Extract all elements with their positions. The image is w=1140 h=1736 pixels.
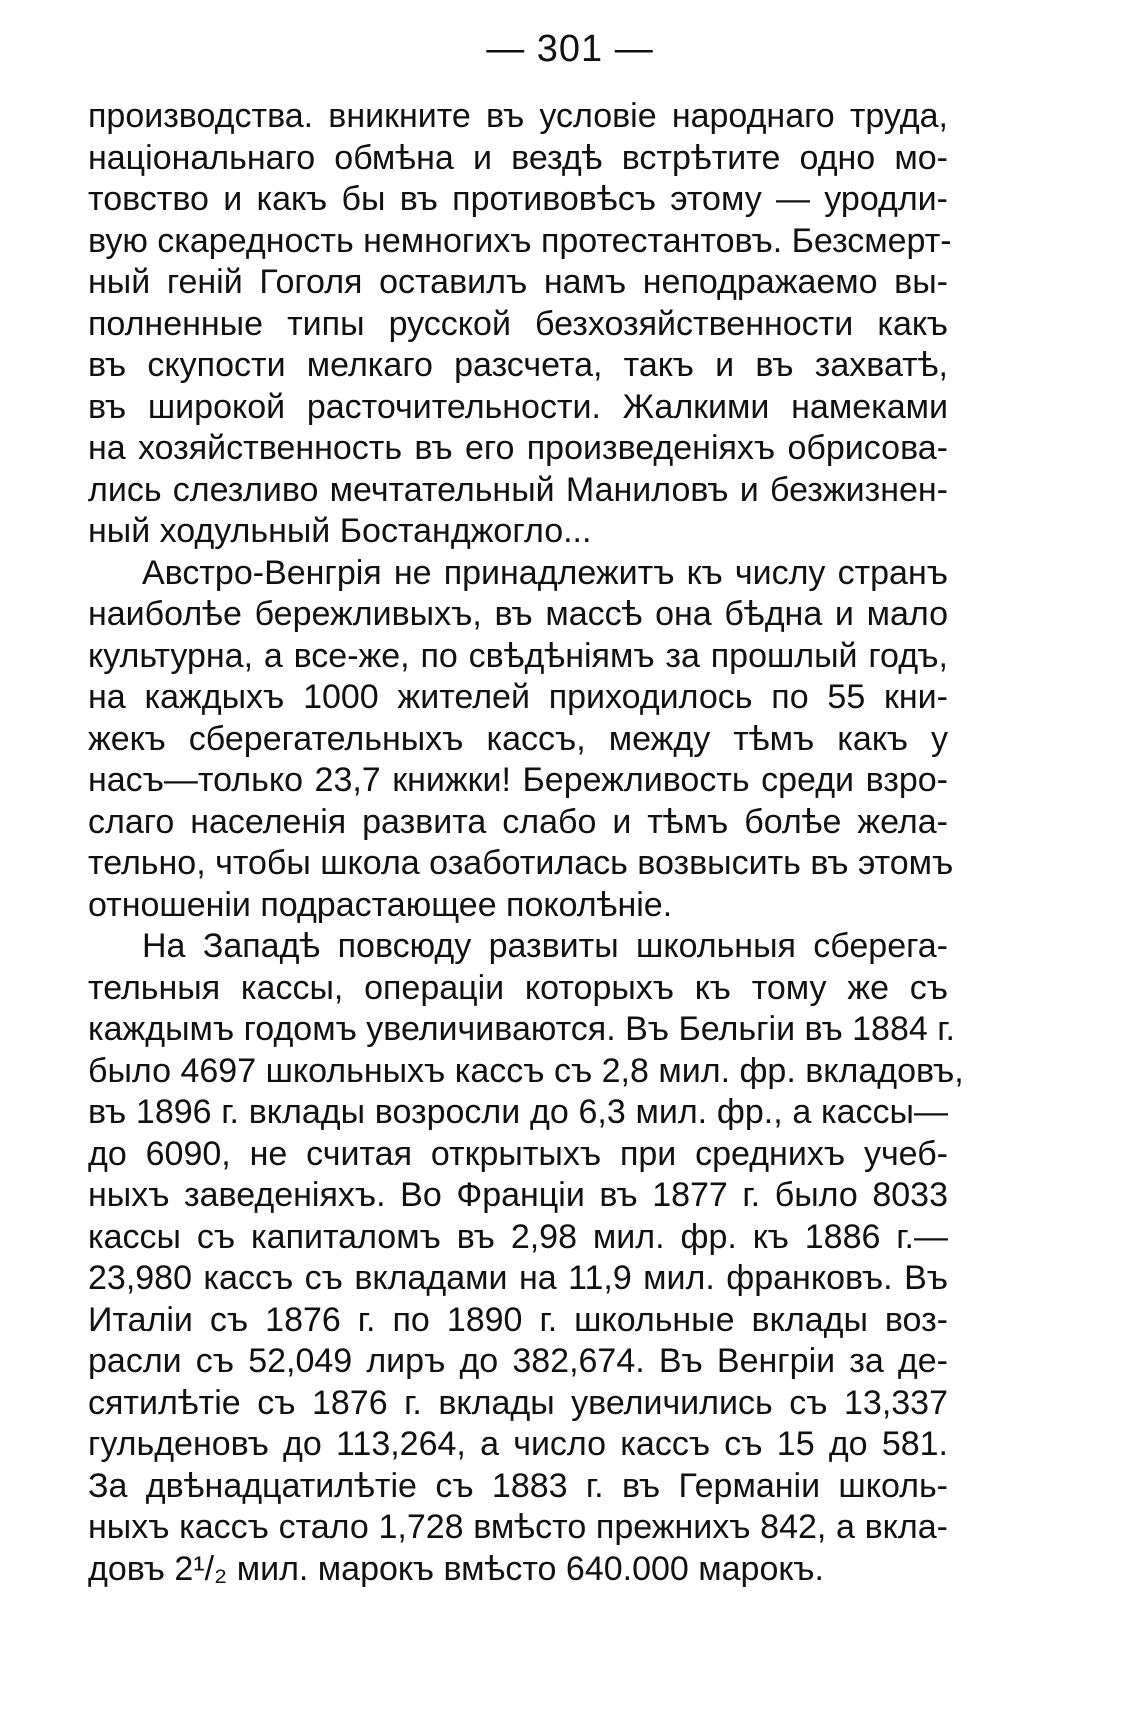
text-line: Италіи съ 1876 г. по 1890 г. школьные вклады воз- — [88, 1300, 948, 1339]
paragraph-1 — [88, 96, 952, 553]
body-text — [88, 96, 964, 1590]
text-line: до 6090, не считая открытыхъ при среднихъ учеб- — [88, 1134, 948, 1173]
text-line: довъ 2¹/₂ мил. марокъ вмѣсто 640.000 марокъ. — [88, 1549, 824, 1588]
text-line: лись слезливо мечтательный Маниловъ и безжизнен- — [88, 470, 948, 509]
text-line: въ широкой расточительности. Жалкими намеками — [88, 387, 948, 426]
text-line: слаго населенія развита слабо и тѣмъ болѣе жела- — [88, 802, 948, 841]
text-line: отношеніи подрастающее поколѣніе. — [88, 885, 673, 924]
text-line: Австро-Венгрія не принадлежитъ къ числу странъ — [142, 553, 948, 592]
text-line: каждымъ годомъ увеличиваются. Въ Бельгіи въ 1884 г. — [88, 1010, 955, 1048]
text-line: въ 1896 г. вклады возросли до 6,3 мил. фр., а кассы— — [88, 1093, 948, 1131]
text-line: культурна, а все-же, по свѣдѣніямъ за прошлый годъ, — [88, 636, 948, 675]
text-line: на каждыхъ 1000 жителей приходилось по 55 кни- — [88, 678, 948, 716]
text-line: ный геній Гоголя оставилъ намъ неподражаемо вы- — [88, 263, 948, 301]
text-line: на хозяйственность въ его произведеніяхъ обрисова- — [88, 429, 948, 467]
text-line: гульденовъ до 113,264, а число кассъ съ 15 до 581. — [88, 1425, 948, 1463]
paragraph-3 — [88, 926, 964, 1590]
text-line: національнаго обмѣна и вездѣ встрѣтите одно мо- — [88, 138, 948, 177]
paragraph-2 — [88, 553, 954, 927]
text-line: полненные типы русской безхозяйственности какъ — [88, 304, 948, 343]
text-line: кассы съ капиталомъ въ 2,98 мил. фр. къ 1886 г.— — [88, 1217, 948, 1256]
page-number: — 301 — — [486, 28, 654, 70]
text-line: насъ—только 23,7 книжки! Бережливость среди взро- — [88, 761, 948, 799]
text-line: тельно, чтобы школа озаботилась возвысить въ этомъ — [88, 844, 954, 882]
text-line: расли съ 52,049 лиръ до 382,674. Въ Венгріи за де- — [88, 1342, 948, 1380]
text-line: наиболѣе бережливыхъ, въ массѣ она бѣдна и мало — [88, 595, 948, 633]
text-line: ный ходульный Бостанджогло... — [88, 512, 592, 550]
text-line: вую скаредность немногихъ протестантовъ. Безсмерт- — [88, 221, 952, 260]
text-line: сятилѣтіе съ 1876 г. вклады увеличились съ 13,337 — [88, 1383, 948, 1422]
text-line: 23,980 кассъ съ вкладами на 11,9 мил. франковъ. Въ — [88, 1259, 948, 1297]
text-line: было 4697 школьныхъ кассъ съ 2,8 мил. фр. вкладовъ, — [88, 1051, 964, 1090]
text-line: На Западѣ повсюду развиты школьныя сберега- — [142, 927, 948, 965]
text-line: товство и какъ бы въ противовѣсъ этому — уродли- — [88, 180, 948, 218]
text-line: производства. вникните въ условіе народнаго труда, — [88, 97, 948, 135]
text-line: За двѣнадцатилѣтіе съ 1883 г. въ Германіи школь- — [88, 1466, 948, 1505]
text-line: ныхъ заведеніяхъ. Во Франціи въ 1877 г. было 8033 — [88, 1176, 948, 1214]
text-line: ныхъ кассъ стало 1,728 вмѣсто прежнихъ 842, а вкла- — [88, 1508, 948, 1546]
text-line: тельныя кассы, операціи которыхъ къ тому же съ — [88, 968, 948, 1007]
text-line: въ скупости мелкаго разсчета, такъ и въ захватѣ, — [88, 346, 948, 384]
text-line: жекъ сберегательныхъ кассъ, между тѣмъ какъ у — [88, 719, 948, 758]
